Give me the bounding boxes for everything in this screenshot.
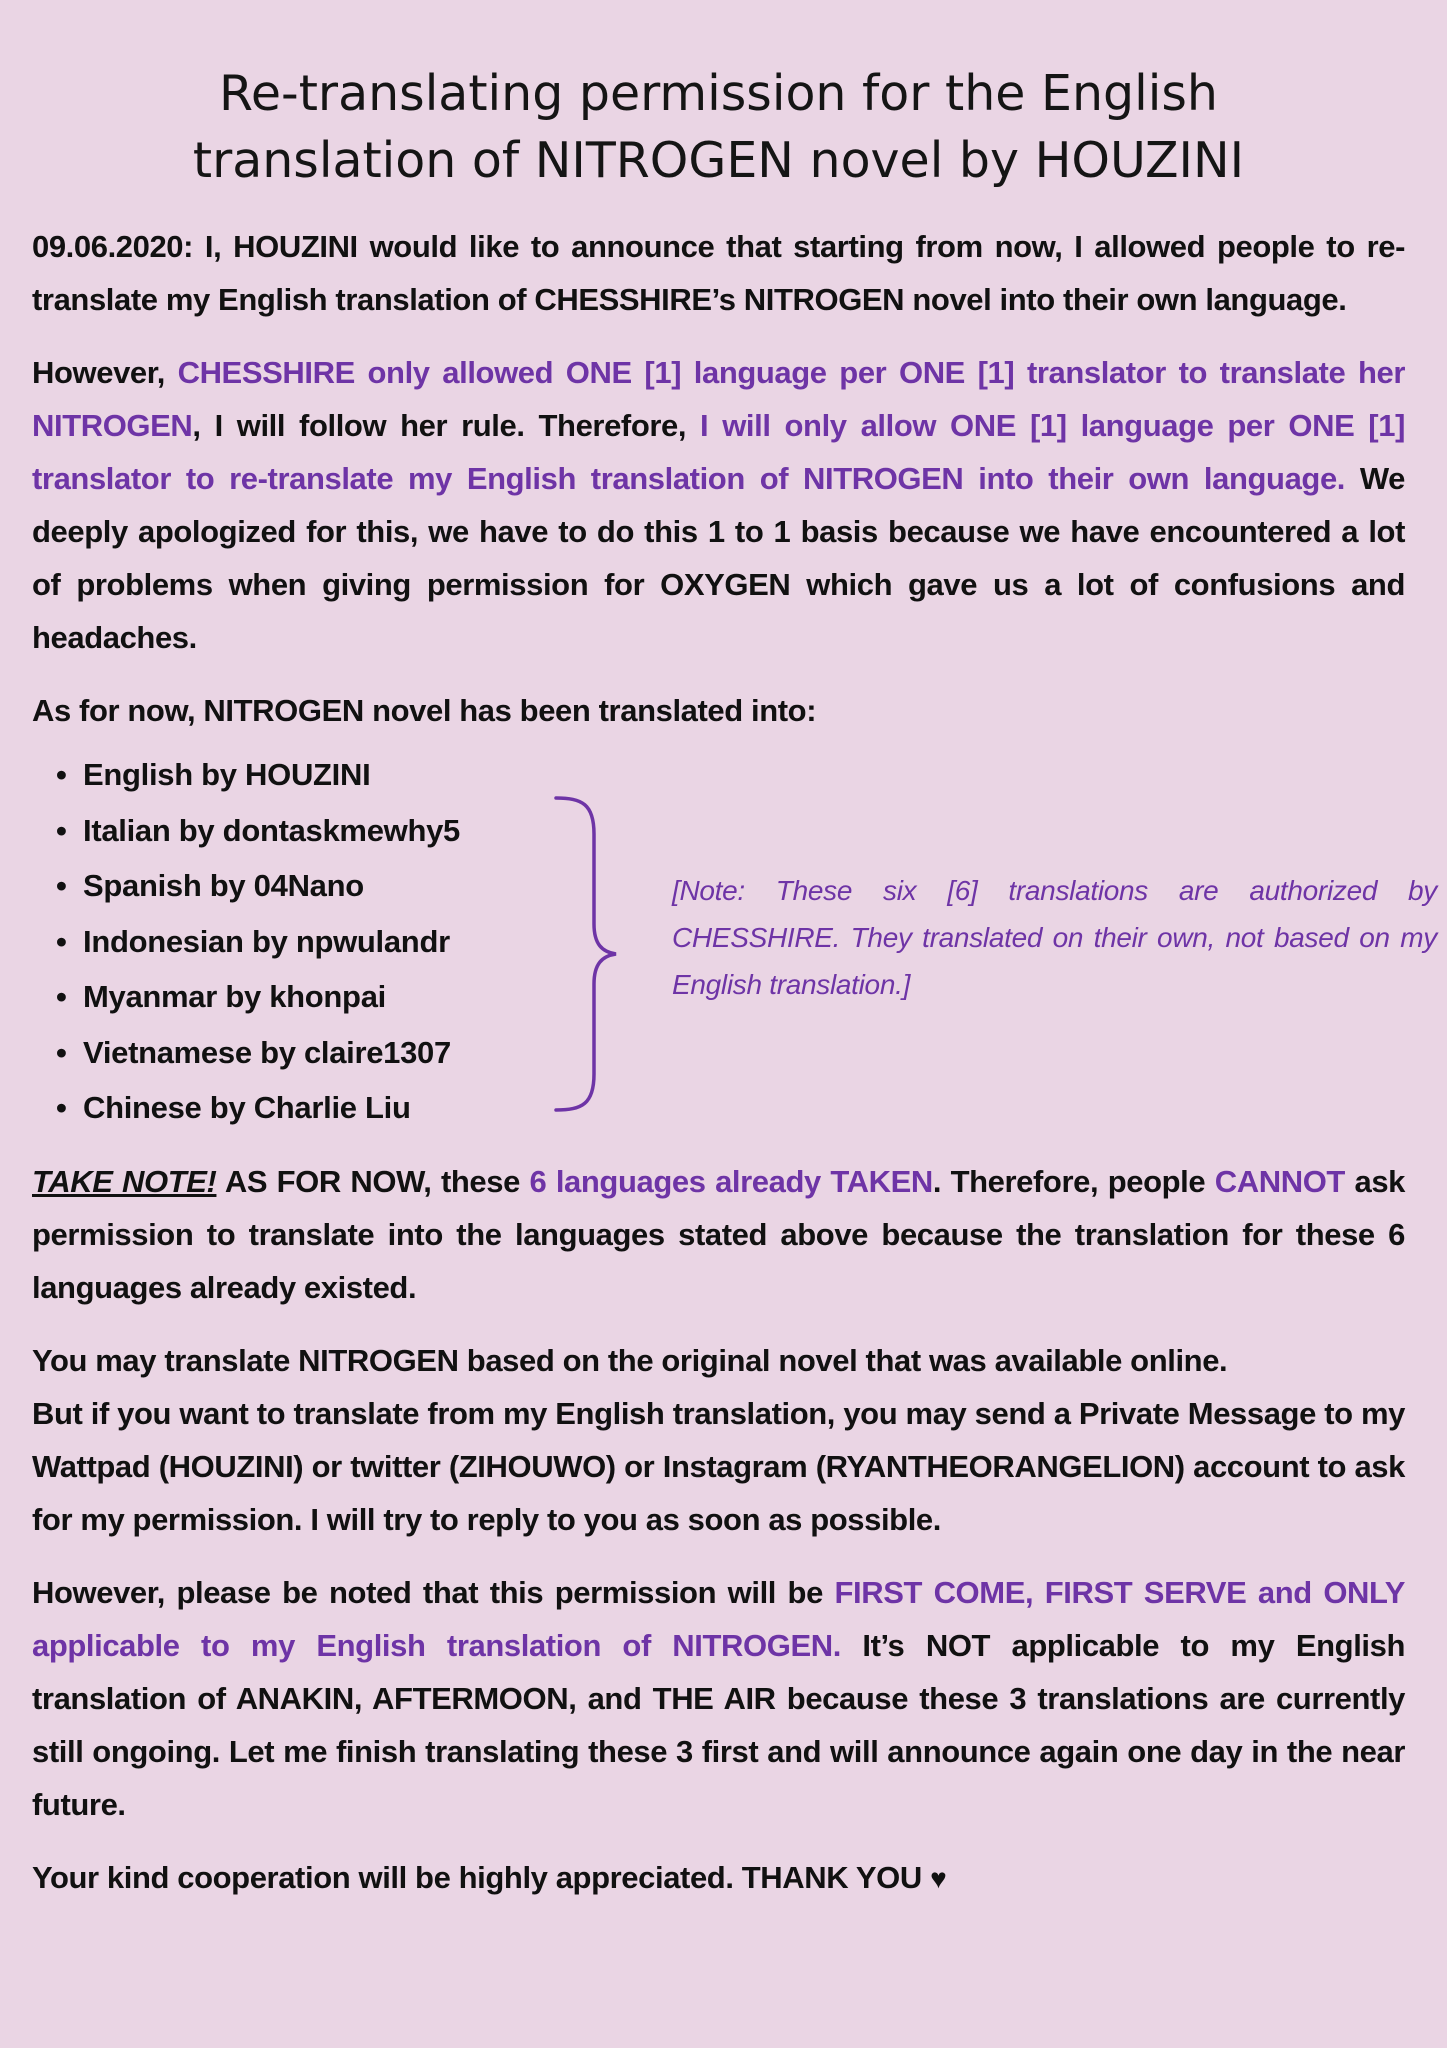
heart-icon: ♥ — [930, 1863, 947, 1894]
curly-brace-icon — [552, 794, 632, 1114]
languages-taken-highlight: 6 languages already TAKEN — [529, 1164, 933, 1199]
list-item: • Indonesian by npwulandr — [56, 923, 450, 959]
thank-you-paragraph: Your kind cooperation will be highly appreciated. THANK YOU ♥ — [32, 1860, 947, 1895]
authorization-note: [Note: These six [6] translations are authorized by CHESSHIRE. They translated on their own, not based on my English translation.] — [672, 875, 1437, 1000]
cannot-highlight: CANNOT — [1214, 1164, 1345, 1199]
list-item: • Italian by dontaskmewhy5 — [56, 812, 460, 848]
rule-paragraph: However, CHESSHIRE only allowed ONE [1] language per ONE [1] translator to translate her NITROGEN, I will follow her rule. Therefore, I will only allow ONE [1] language per ONE [1] translator to re-translate my English translation of NITROGEN into their own language. We deeply apologized for this, we have to do this 1 to 1 basis because we have encountered a lot of problems when giving permission for OXYGEN which gave us a lot of confusions and headaches. — [32, 355, 1405, 655]
title-line-2: translation of NITROGEN novel by HOUZINI — [192, 132, 1245, 189]
original-novel-line: You may translate NITROGEN based on the original novel that was available online. — [32, 1343, 1228, 1378]
list-item: • English by HOUZINI — [56, 757, 371, 792]
houzini-rule-highlight: I will only allow ONE [1] language per ONE [1] translator to re-translate my English translation of NITROGEN into their own language. — [32, 408, 1405, 496]
contact-paragraph — [32, 1334, 1405, 1546]
translated-into-intro: As for now, NITROGEN novel has been translated into: — [32, 693, 817, 728]
first-come-highlight: FIRST COME, FIRST SERVE and ONLY applicable to my English translation of NITROGEN. — [32, 1575, 1405, 1663]
list-item: • Myanmar by khonpai — [56, 979, 386, 1014]
title-line-1: Re-translating permission for the English — [219, 65, 1218, 122]
announcement-paragraph: 09.06.2020: I, HOUZINI would like to announce that starting from now, I allowed people to re-translate my English translation of CHESSHIRE’s NITROGEN novel into their own language. — [32, 229, 1405, 317]
list-item: • Chinese by Charlie Liu — [56, 1090, 411, 1125]
take-note-label: TAKE NOTE! — [32, 1164, 217, 1199]
take-note-paragraph: TAKE NOTE! AS FOR NOW, these 6 languages already TAKEN. Therefore, people CANNOT ask permission to translate into the languages stated above because the translation for these 6 languages already existed. — [32, 1164, 1405, 1305]
list-item: • Spanish by 04Nano — [56, 868, 364, 903]
contact-details: But if you want to translate from my English translation, you may send a Private Message to my Wattpad (HOUZINI) or twitter (ZIHOUWO) or Instagram (RYANTHEORANGELION) account to ask for my permission. I will try to reply to you as soon as possible. — [32, 1396, 1405, 1537]
page-title — [32, 60, 1405, 194]
first-come-paragraph: However, please be noted that this permission will be FIRST COME, FIRST SERVE and ONLY applicable to my English translation of NITROGEN. It’s NOT applicable to my English translation of ANAKIN, AFTERMOON, and THE AIR because these 3 translations are currently still ongoing. Let me finish translating these 3 first and will announce again one day in the near future. — [32, 1575, 1405, 1822]
chesshire-rule-highlight: CHESSHIRE only allowed ONE [1] language per ONE [1] translator to translate her NITROGEN — [32, 355, 1405, 443]
list-item: • Vietnamese by claire1307 — [56, 1034, 451, 1070]
language-list-section — [32, 747, 1437, 1137]
